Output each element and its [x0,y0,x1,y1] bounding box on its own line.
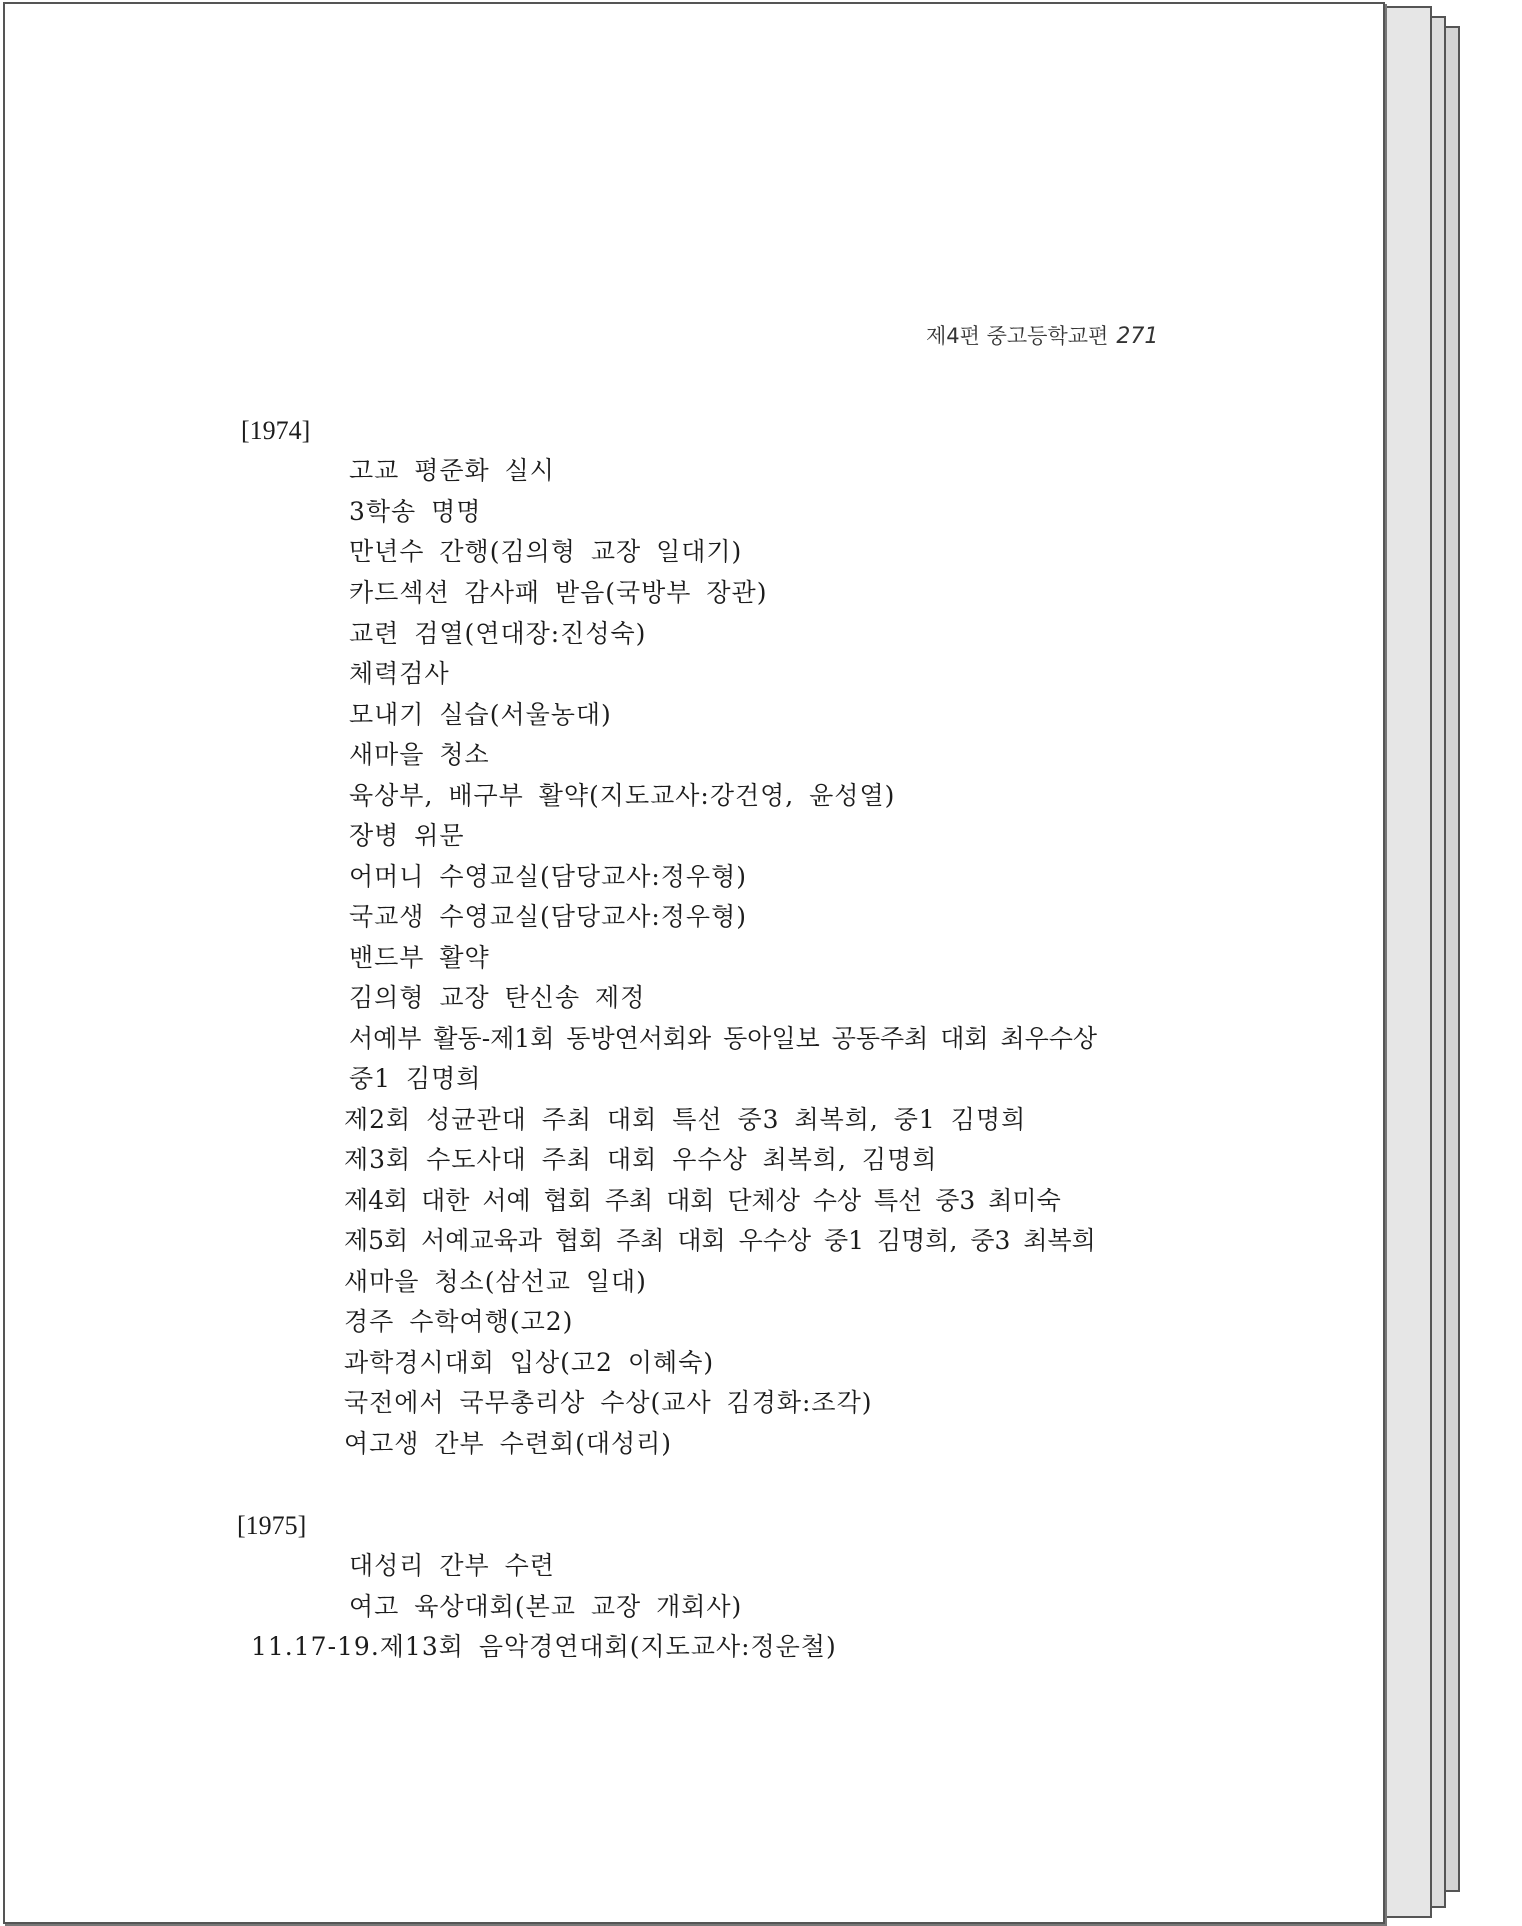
list-item: 어머니 수영교실(담당교사:정우형) [349,862,747,891]
list-item: 여고생 간부 수련회(대성리) [344,1429,673,1458]
book-page [3,2,1385,1924]
list-item: 카드섹션 감사패 받음(국방부 장관) [349,578,768,607]
list-item: 대성리 간부 수련 [349,1551,555,1580]
list-item: 모내기 실습(서울농대) [349,700,612,729]
list-item: 경주 수학여행(고2) [344,1307,574,1336]
list-item: 고교 평준화 실시 [349,456,555,485]
list-item: 제2회 성균관대 주최 대회 특선 중3 최복희, 중1 김명희 [344,1105,1027,1134]
list-item: 제4회 대한 서예 협회 주최 대회 단체상 수상 특선 중3 최미숙 [344,1186,1061,1215]
list-item: 육상부, 배구부 활약(지도교사:강건영, 윤성열) [349,781,896,810]
page-number: 271 [1116,324,1159,349]
year-heading-1974: [1974] [241,416,311,445]
list-item: 체력검사 [349,659,450,688]
section-title: 제4편 중고등학교편 [926,324,1109,348]
list-item: 제3회 수도사대 주최 대회 우수상 최복희, 김명희 [344,1145,938,1174]
list-item: 11.17-19.제13회 음악경연대회(지도교사:정운철) [251,1632,837,1661]
list-item: 여고 육상대회(본교 교장 개회사) [349,1592,743,1621]
list-item: 새마을 청소 [349,740,490,769]
list-item: 국교생 수영교실(담당교사:정우형) [349,902,747,931]
list-item: 교련 검열(연대장:진성숙) [349,619,647,648]
list-item: 만년수 간행(김의형 교장 일대기) [349,537,743,566]
list-item: 제5회 서예교육과 협회 주최 대회 우수상 중1 김명희, 중3 최복희 [344,1226,1096,1255]
list-item: 김의형 교장 탄신송 제정 [349,983,646,1012]
year-heading-1975: [1975] [237,1511,307,1540]
list-item: 과학경시대회 입상(고2 이혜숙) [344,1348,715,1377]
list-item: 장병 위문 [349,821,465,850]
running-header [926,320,1158,350]
list-item: 새마을 청소(삼선교 일대) [344,1267,647,1296]
list-item: 3학송 명명 [349,497,482,526]
list-item: 밴드부 활약 [349,943,490,972]
list-item: 중1 김명희 [349,1064,482,1093]
list-item: 국전에서 국무총리상 수상(교사 김경화:조각) [344,1388,873,1417]
list-item: 서예부 활동-제1회 동방연서회와 동아일보 공동주최 대회 최우수상 [349,1024,1098,1053]
